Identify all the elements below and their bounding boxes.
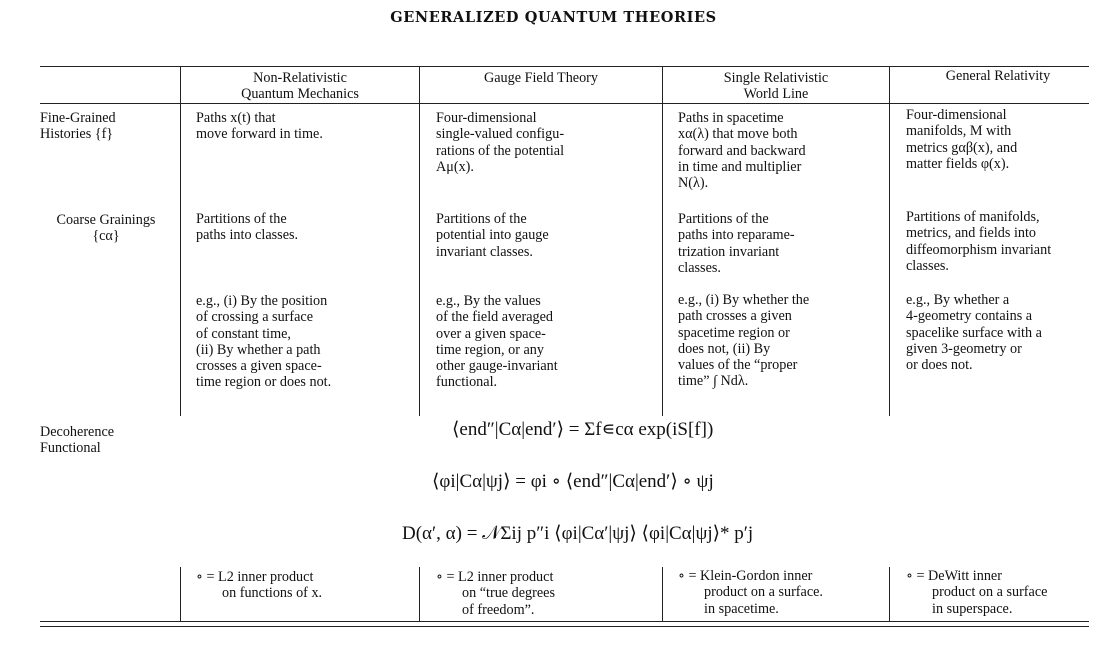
- column-header: General Relativity: [945, 68, 1051, 84]
- cell-product-nrqm: ∘ = L2 inner product on functions of x.: [196, 569, 323, 602]
- column-header: Non-Relativistic Quantum Mechanics: [241, 70, 359, 103]
- col-separator: [662, 67, 663, 416]
- col-separator: [662, 567, 663, 621]
- col-separator: [180, 67, 181, 416]
- equation-decoherence-2: ⟨φi|Cα|ψj⟩ = φi ∘ ⟨end″|Cα|end′⟩ ∘ ψj: [432, 471, 714, 492]
- row-label-coarse-grainings: Coarse Grainings {cα}: [56, 212, 156, 245]
- column-header: Single Relativistic World Line: [723, 70, 829, 103]
- cell-histories-nrqm: Paths x(t) that move forward in time.: [196, 110, 323, 143]
- cell-coarse-gauge: Partitions of the potential into gauge invariant classes.: [436, 211, 549, 260]
- cell-product-gr: ∘ = DeWitt inner product on a surface in superspace.: [906, 568, 1048, 617]
- cell-examples-worldline: e.g., (i) By whether the path crosses a given spacetime region or does not, (ii) By values of the “proper time” ∫ Ndλ.: [678, 292, 810, 390]
- cell-coarse-nrqm: Partitions of the paths into classes.: [196, 211, 299, 244]
- col-separator: [889, 67, 890, 416]
- cell-coarse-worldline: Partitions of the paths into reparame- trization invariant classes.: [678, 211, 795, 276]
- col-separator: [889, 567, 890, 621]
- cell-product-worldline: ∘ = Klein-Gordon inner product on a surface. in spacetime.: [678, 568, 823, 617]
- cell-coarse-gr: Partitions of manifolds, metrics, and fields into diffeomorphism invariant classes.: [906, 209, 1052, 274]
- cell-examples-gr: e.g., By whether a 4-geometry contains a spacelike surface with a given 3-geometry or or does not.: [906, 292, 1042, 374]
- col-separator: [419, 567, 420, 621]
- column-header: Gauge Field Theory: [484, 70, 598, 86]
- cell-examples-nrqm: e.g., (i) By the position of crossing a surface of constant time, (ii) By whether a path crosses a given space- time region or does not.: [196, 293, 332, 391]
- cell-product-gauge: ∘ = L2 inner product on “true degrees of freedom”.: [436, 569, 555, 618]
- row-label-decoherence: Decoherence Functional: [40, 424, 115, 457]
- cell-histories-worldline: Paths in spacetime xα(λ) that move both forward and backward in time and multiplier N(λ).: [678, 110, 806, 192]
- bottom-rule-2: [40, 626, 1089, 627]
- header-rule: [40, 103, 1089, 104]
- page-title: GENERALIZED QUANTUM THEORIES: [390, 9, 717, 26]
- bottom-rule-1: [40, 621, 1089, 622]
- col-separator: [419, 67, 420, 416]
- col-separator: [180, 567, 181, 621]
- cell-examples-gauge: e.g., By the values of the field averaged over a given space- time region, or any other gauge-invariant functional.: [436, 293, 558, 391]
- equation-decoherence-1: ⟨end″|Cα|end′⟩ = Σf∊cα exp(iS[f]): [452, 419, 714, 440]
- cell-histories-gr: Four-dimensional manifolds, M with metrics gαβ(x), and matter fields φ(x).: [906, 107, 1018, 172]
- equation-decoherence-3: D(α′, α) = 𝒩Σij p″i ⟨φi|Cα′|ψj⟩ ⟨φi|Cα|ψj⟩* p′j: [402, 523, 754, 544]
- cell-histories-gauge: Four-dimensional single-valued configu- rations of the potential Aμ(x).: [436, 110, 565, 175]
- row-label-histories: Fine-Grained Histories {f}: [40, 110, 116, 143]
